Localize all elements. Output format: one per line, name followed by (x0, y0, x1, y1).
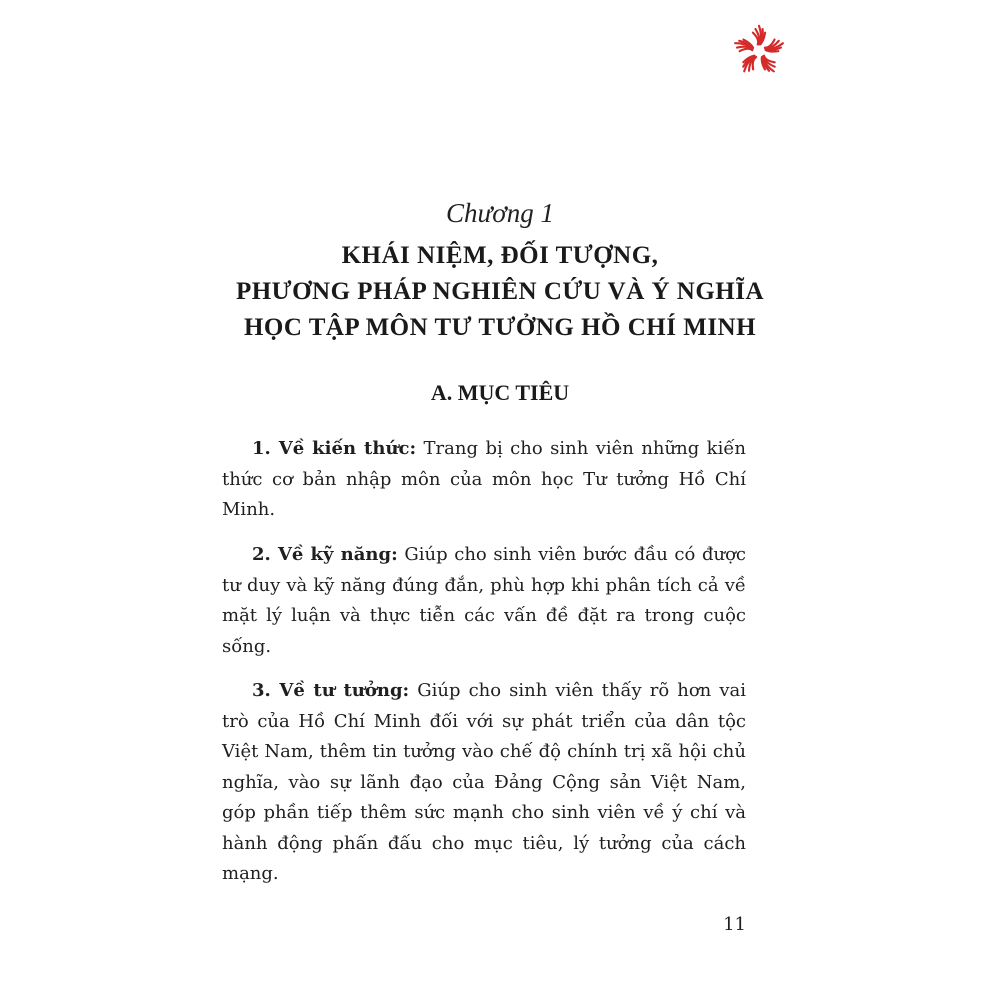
objective-lead: 2. Về kỹ năng: (252, 544, 398, 565)
objective-lead: 1. Về kiến thức: (252, 438, 417, 459)
objective-knowledge-paragraph (222, 434, 746, 526)
chapter-title-line: KHÁI NIỆM, ĐỐI TƯỢNG, (341, 242, 659, 269)
objective-lead: 3. Về tư tưởng: (252, 680, 410, 701)
chapter-label: Chương 1 (446, 198, 554, 228)
objective-text: Trang bị cho sinh viên những kiến thức cơ bản nhập môn của môn học Tư tưởng Hồ Chí Minh. (222, 438, 747, 520)
objective-text: Giúp cho sinh viên thấy rõ hơn vai trò của Hồ Chí Minh đối với sự phát triển của dân tộc Việt Nam, thêm tin tưởng vào chế độ chính trị xã hội chủ nghĩa, vào sự lãnh đạo của Đảng Cộng sản Việt Nam, góp phần tiếp thêm sức mạnh cho sinh viên về ý chí và hành động phấn đấu cho mục tiêu, lý tưởng của cách mạng. (222, 680, 746, 884)
chapter-title-line: HỌC TẬP MÔN TƯ TƯỞNG HỒ CHÍ MINH (243, 314, 757, 341)
chapter-title-line: PHƯƠNG PHÁP NGHIÊN CỨU VÀ Ý NGHĨA (235, 278, 765, 305)
page-number: 11 (723, 914, 746, 935)
chapter-title (150, 238, 850, 346)
objective-ideology-paragraph (222, 676, 746, 890)
objective-text: Giúp cho sinh viên bước đầu có được tư duy và kỹ năng đúng đắn, phù hợp khi phân tích cả về mặt lý luận và thực tiễn các vấn đề đặt ra trong cuộc sống. (222, 544, 746, 657)
publisher-logo-icon (730, 22, 788, 80)
objective-skills-paragraph (222, 540, 746, 662)
section-heading: A. MỤC TIÊU (430, 380, 570, 405)
